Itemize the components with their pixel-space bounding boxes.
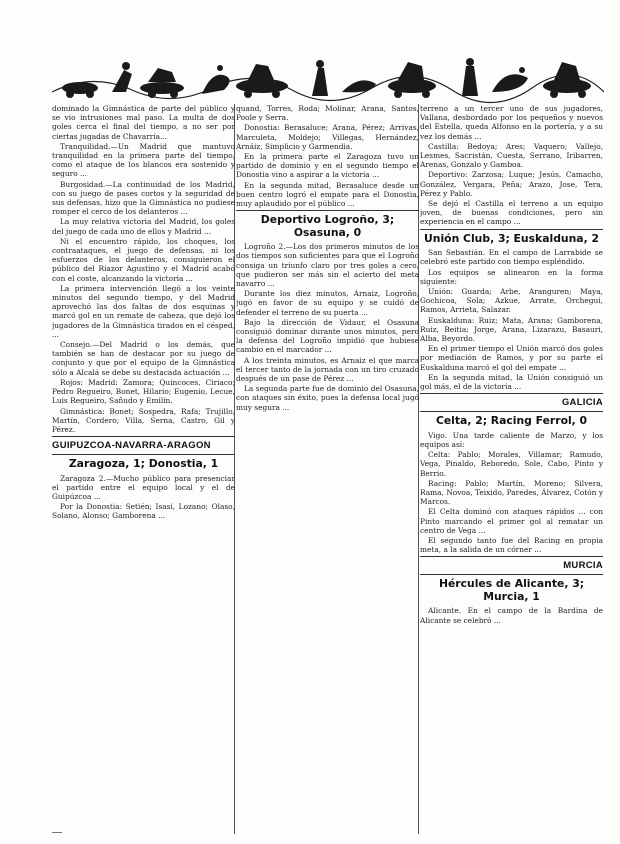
section-rule: [420, 556, 603, 557]
article-paragraph: El segundo tanto fue del Racing en propia meta, a la salida de un córner ...: [420, 535, 603, 555]
section-rule: [236, 210, 419, 211]
region-heading: GUIPUZCOA-NAVARRA-ARAGON: [52, 440, 211, 452]
article-paragraph: Burgosidad.—La continuidad de los Madrid, con su juego de pases cortos y la seguridad de sus defensas, hizo que la Gimnástica no pudiese romper el cerco de los delanteros ...: [52, 179, 235, 217]
article-paragraph: A los treinta minutos, es Arnaiz el que marca el tercer tanto de la jornada con un tiro cruzado después de un pase de Pérez ...: [236, 355, 419, 384]
article-paragraph: Logroño 2.—Los dos primeros minutos de los dos tiempos son suficientes para que el Logroño consiga un triunfo claro por tres goles a cero, que pudieron ser más sin el acierto del meta navarro ...: [236, 242, 419, 289]
match-headline: Hércules de Alicante, 3; Murcia, 1: [438, 577, 585, 603]
column-3: [420, 104, 603, 834]
section-rule: [52, 436, 235, 437]
lineup-paragraph: Racing: Pablo; Martín, Moreno; Silvera, Rama, Novoa, Teixido, Paredes, Álvarez, Cotón y Marcos.: [420, 478, 603, 507]
column-2: [236, 104, 419, 834]
article-paragraph: En el primer tiempo el Unión marcó dos goles por mediación de Ramos, y por su parte el Euskalduna marcó el gol del empate ...: [420, 344, 603, 372]
section-rule: [52, 454, 235, 455]
section-rule: [420, 393, 603, 394]
region-heading: MURCIA: [563, 560, 603, 572]
article-paragraph: La primera intervención llegó a los veinte minutos del segundo tiempo, y del Madrid aprovechó las dos faltas de dos esquinas y marcó gol en un remate de cabeza, que dejó los jugadores de la Gimnástica tirados en el césped, ...: [52, 283, 235, 339]
column-1: [52, 104, 235, 834]
article-paragraph: Durante los diez minutos, Arnaiz, Logroño, jugó en favor de su equipo y se cuidó de defender el terreno de su puerta ...: [236, 289, 419, 317]
article-paragraph: Se dejó el Castilla el terreno a un equipo joven, de buenas condiciones, pero sin experiencia en el campo ...: [420, 199, 603, 227]
article-paragraph: En la segunda mitad, la Unión consiguió un gol más, el de la victoria ...: [420, 372, 603, 391]
article-paragraph: Zaragoza 2.—Mucho público para presenciar el partido entre el equipo local y el de Guipúzcoa ...: [52, 473, 235, 502]
lineup-paragraph: Gimnástica: Bonet; Sospedra, Rafa; Trujillo, Martín, Cordero; Villa, Serna, Castro, Gil y Pérez.: [52, 406, 235, 434]
region-heading: GALICIA: [561, 397, 603, 409]
lineup-paragraph: Celta: Pablo; Morales, Villamar; Ramudo, Vega, Pinaldo, Reboredo, Sole, Cabo, Pinto y Berrio.: [420, 450, 603, 478]
article-paragraph: La segunda parte fue de dominio del Osasuna, con ataques sin éxito, pues la defensa local jugó muy segura ...: [236, 384, 419, 412]
article-paragraph: Por la Donostia: Setién; Isasi, Lozano; Olaso, Solano, Alonso; Gamborena ...: [52, 502, 235, 521]
article-paragraph: Bajo la dirección de Vidaur, el Osasuna consiguió dominar durante unos minutos, pero la defensa del Logroño impidió que hubiese cambio en el marcador ...: [236, 317, 419, 355]
article-paragraph: Ni el encuentro rápido, los choques, los contraataques, el juego de defensas, ni los esfuerzos de los delanteros, consiguieron el público del Riazor Agustino y el Madrid acabó con el coste, alcanzando la victoria ...: [52, 236, 235, 283]
section-rule: [420, 574, 603, 575]
lineup-paragraph: Euskalduna: Ruiz; Mata, Arana; Gamborena, Ruiz, Beitia; Jorge, Arana, Lizarazu, Basauri, Alba, Beyordo.: [420, 315, 603, 343]
article-paragraph: terreno a un tercer uno de sus jugadores, Vallana, desbordado por los pequeños y nuevos del Estella, queda Alfonso en la portería, y a su vez los demás ...: [420, 104, 603, 141]
match-headline: Unión Club, 3; Euskalduna, 2: [424, 231, 599, 245]
match-headline: Zaragoza, 1; Donostia, 1: [68, 457, 219, 471]
article-paragraph: El Celta dominó con ataques rápidos ... con Pinto marcando el primer gol al rematar un centro de Vega ...: [420, 507, 603, 535]
article-paragraph: Vigo. Una tarde caliente de Marzo, y los equipos así:: [420, 430, 603, 449]
article-paragraph: dominado la Gimnástica de parte del público y se vio intrusiones mal paso. La multa de dos goles cerca el final del tiempo, a no ser por ciertas jugadas de Chavarría...: [52, 104, 235, 141]
article-paragraph: La muy relativa victoria del Madrid, los goles del juego de cada uno de ellos y Madrid ...: [52, 217, 235, 236]
section-rule: [420, 229, 603, 230]
match-headline: Celta, 2; Racing Ferrol, 0: [435, 414, 588, 428]
lineup-paragraph: Unión: Guarda; Arbe, Aranguren; Maya, Gochicoa, Sola; Azkue, Arrate, Orchegui, Ramos, Arrieta, Salazar.: [420, 286, 603, 315]
section-rule: [420, 411, 603, 412]
lineup-paragraph: Deportivo: Zarzosa; Luque; Jesús, Camacho, González, Vergara, Peña; Arazo, Jose, Tera, Pérez y Pablo.: [420, 170, 603, 198]
article-paragraph: Tranquilidad.—Un Madrid que mantuvo tranquilidad en la primera parte del tiempo, como el ataque de los blancos era sostenido y seguro ...: [52, 141, 235, 179]
lineup-paragraph: Castilla: Bedoya; Ares; Vaquero; Vallejo, Lesmes, Sacristán, Cuesta, Serrano, Iribarren, Arenas, Gonzalo y Gamboa.: [420, 141, 603, 170]
article-paragraph: quand, Torres, Roda; Molinar, Arana, Santos, Poole y Serra.: [236, 104, 419, 123]
article-paragraph: En la segunda mitad, Berasaluce desde un buen centro logró el empate para el Donostia, muy aplaudido por el público ...: [236, 180, 419, 209]
lineup-paragraph: Rojos: Madrid: Zamora; Quincoces, Ciriaco; Pedro Regueiro, Bonet, Hilario; Eugenio, Lecue, Luis Regueiro, Sañudo y Emilín.: [52, 377, 235, 406]
lineup-paragraph: Donostia: Berasaluce; Arana, Pérez; Arrivas, Marculeta, Moldejo; Villegas, Hernández, Arnáiz, Simplicio y Garmendia.: [236, 123, 419, 151]
article-paragraph: Los equipos se alinearon en la forma siguiente:: [420, 267, 603, 286]
page-corner-mark: [52, 832, 62, 838]
article-paragraph: Consejo.—Del Madrid o los demás, que también se han de destacar por su juego de conjunto y que por el equipo de la Gimnástica sólo a Alcalá se debe su destacada actuación ...: [52, 340, 235, 377]
article-paragraph: Alicante. En el campo de la Bardina de Alicante se celebró ...: [420, 606, 603, 625]
article-paragraph: En la primera parte el Zaragoza tuvo un partido de dominio y en el segundo tiempo el Donostia vino a aspirar a la victoria ...: [236, 152, 419, 180]
article-paragraph: San Sebastián. En el campo de Larrabide se celebró este partido con tiempo espléndido.: [420, 248, 603, 267]
match-headline: Deportivo Logroño, 3; Osasuna, 0: [260, 213, 395, 239]
sports-banner-illustration: [52, 52, 604, 104]
